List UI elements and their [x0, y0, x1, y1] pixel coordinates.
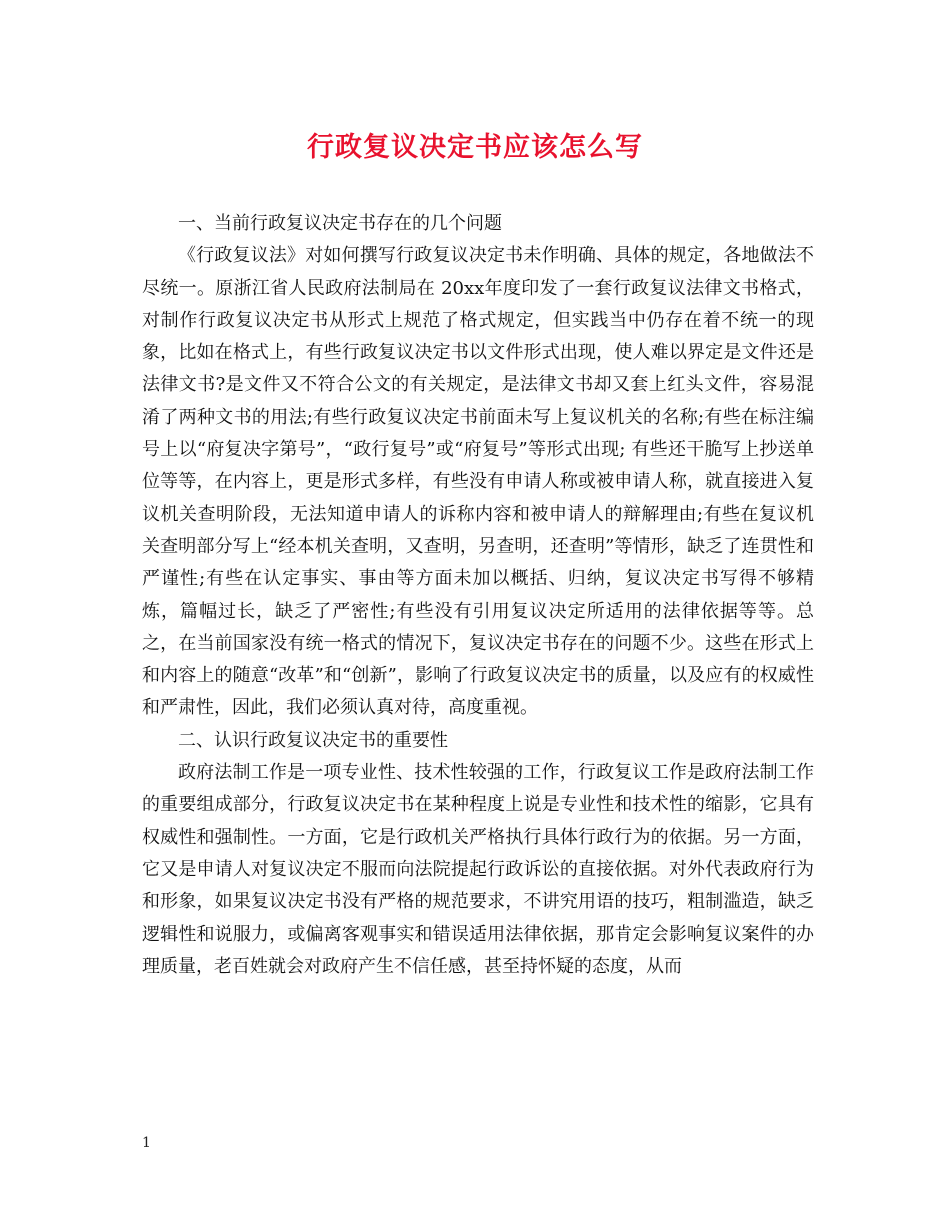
body-paragraph-1: 《行政复议法》对如何撰写行政复议决定书未作明确、具体的规定，各地做法不尽统一。原浙江省人民政府法制局在 20xx年度印发了一套行政复议法律文书格式，对制作行政复议决定书从形式上规范了格式规定，但实践当中仍存在着不统一的现象，比如在格式上，有些行政复议决定书以文件形式出现，使人难以界定是文件还是法律文书?是文件又不符合公文的有关规定，是法律文书却又套上红头文件，容易混淆了两种文书的用法;有些行政复议决定书前面未写上复议机关的名称;有些在标注编号上以“府复决字第号”，“政行复号”或“府复号”等形式出现; 有些还干脆写上抄送单位等等，在内容上，更是形式多样，有些没有申请人称或被申请人称，就直接进入复议机关查明阶段，无法知道申请人的诉称内容和被申请人的辩解理由;有些在复议机关查明部分写上“经本机关查明，又查明，另查明，还查明”等情形，缺乏了连贯性和严谨性;有些在认定事实、事由等方面未加以概括、归纳，复议决定书写得不够精炼，篇幅过长，缺乏了严密性;有些没有引用复议决定所适用的法律依据等等。总之，在当前国家没有统一格式的情况下，复议决定书存在的问题不少。这些在形式上和内容上的随意“改革”和“创新”，影响了行政复议决定书的质量，以及应有的权威性和严肃性，因此，我们必须认真对待，高度重视。: [142, 245, 815, 719]
section-heading-2: 二、认识行政复议决定书的重要性: [178, 729, 448, 751]
page-number: 1: [142, 1135, 151, 1151]
document-body: [142, 208, 814, 983]
document-title: 行政复议决定书应该怎么写: [307, 132, 643, 163]
section-heading-1: 一、当前行政复议决定书存在的几个问题: [178, 213, 502, 234]
body-paragraph-2: 政府法制工作是一项专业性、技术性较强的工作，行政复议工作是政府法制工作的重要组成部分，行政复议决定书在某种程度上说是专业性和技术性的缩影，它具有权威性和强制性。一方面，它是行政机关严格执行具体行政行为的依据。另一方面，它又是申请人对复议决定不服而向法院提起行政诉讼的直接依据。对外代表政府行为和形象，如果复议决定书没有严格的规范要求，不讲究用语的技巧，粗制滥造，缺乏逻辑性和说服力，或偏离客观事实和错误适用法律依据，那肯定会影响复议案件的办理质量，老百姓就会对政府产生不信任感，甚至持怀疑的态度，从而: [142, 762, 814, 977]
